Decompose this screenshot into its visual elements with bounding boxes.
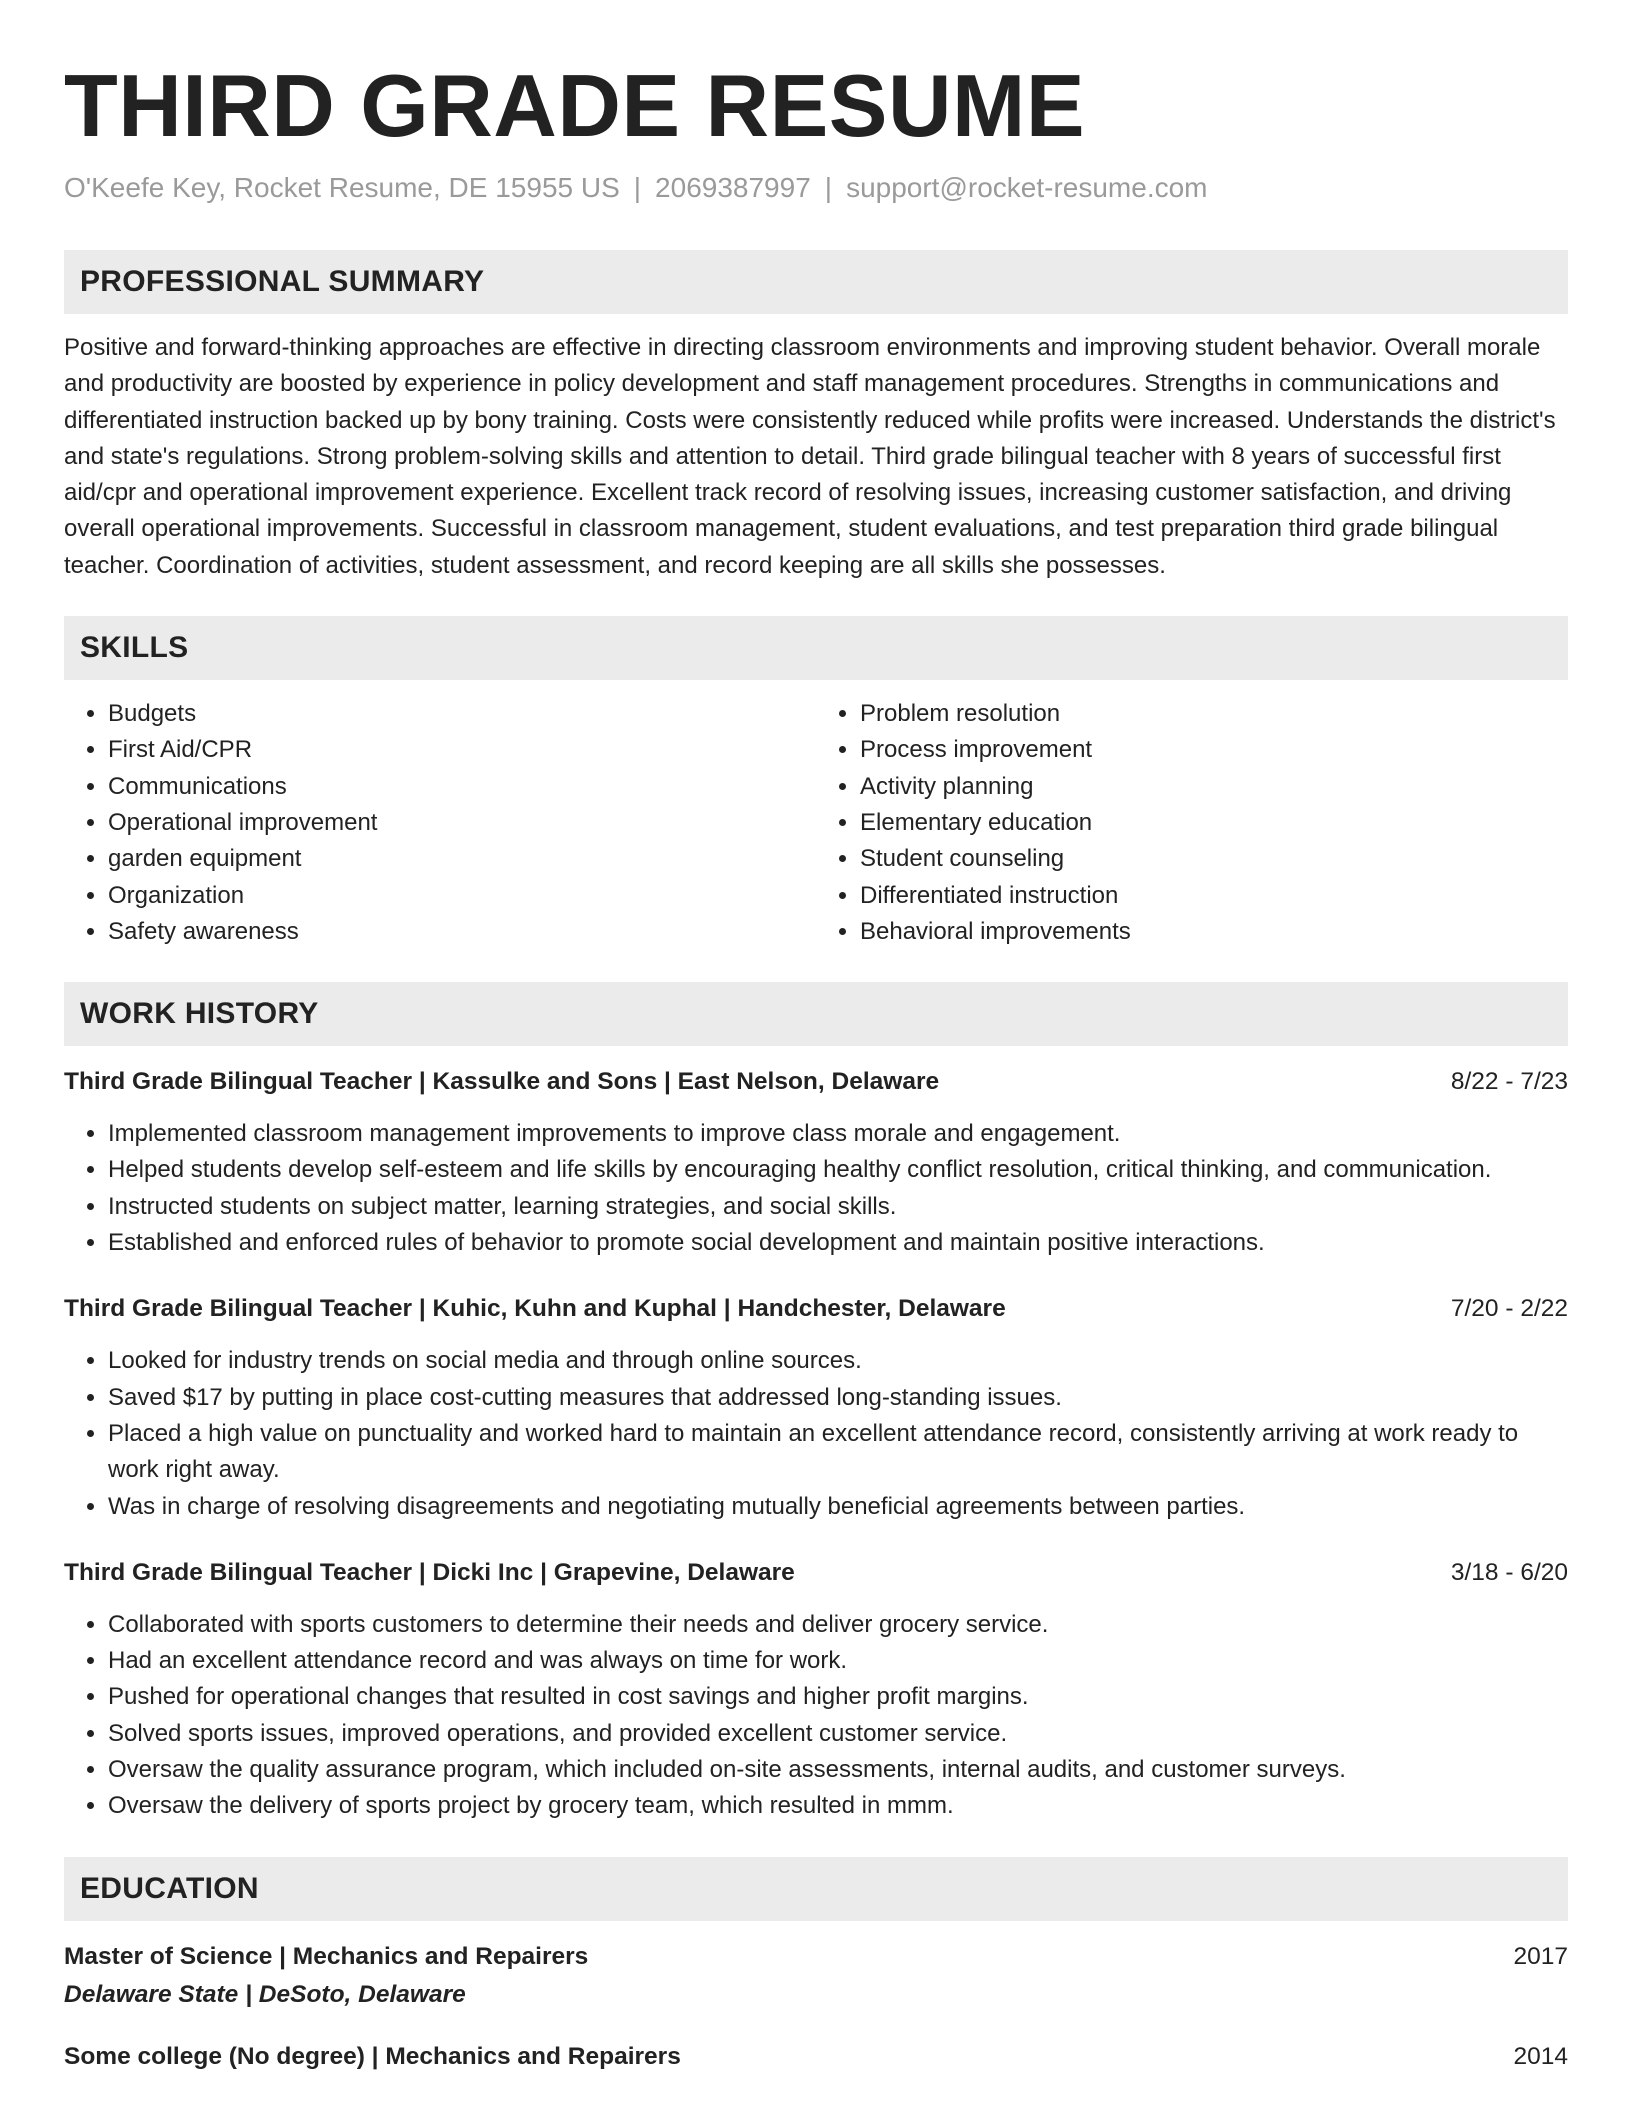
skill-item: • Safety awareness (108, 914, 816, 950)
job-dates: 7/20 - 2/22 (1450, 1295, 1568, 1323)
job-bullets (64, 1116, 1568, 1261)
job-bullet: • Implemented classroom management improvements to improve class morale and engagement. (108, 1116, 1568, 1152)
job-bullets (64, 1343, 1568, 1524)
skill-item: • Process improvement (860, 732, 1568, 768)
skills-column-left (64, 696, 816, 950)
education-year: 2017 (1513, 1942, 1568, 1970)
skill-item: • Communications (108, 769, 816, 805)
skill-item: • Budgets (108, 696, 816, 732)
skill-item: • Operational improvement (108, 805, 816, 841)
job-bullet: • Established and enforced rules of behavior to promote social development and maintain positive interactions. (108, 1225, 1568, 1261)
job-entry (64, 1555, 1568, 1825)
skill-item: • Differentiated instruction (860, 878, 1568, 914)
job-bullet: • Had an excellent attendance record and was always on time for work. (108, 1643, 1568, 1679)
section-header-skills: SKILLS (64, 616, 1568, 680)
job-bullet: • Helped students develop self-esteem and life skills by encouraging healthy conflict resolution, critical thinking, and communication. (108, 1152, 1568, 1188)
skill-item: • Organization (108, 878, 816, 914)
section-header-work-history: WORK HISTORY (64, 982, 1568, 1046)
contact-separator: | (633, 172, 642, 203)
job-title: Third Grade Bilingual Teacher | Dicki Inc | Grapevine, Delaware (64, 1558, 795, 1586)
job-bullet: • Pushed for operational changes that resulted in cost savings and higher profit margins. (108, 1679, 1568, 1715)
contact-email: support@rocket-resume.com (846, 172, 1208, 203)
job-bullet: • Looked for industry trends on social media and through online sources. (108, 1343, 1568, 1379)
education-entry (64, 1939, 1568, 2013)
skill-item: • Problem resolution (860, 696, 1568, 732)
education-header (64, 1939, 1568, 1975)
job-bullet: • Placed a high value on punctuality and worked hard to maintain an excellent attendance record, consistently arriving at work ready to work right away. (108, 1416, 1568, 1489)
job-bullets (64, 1607, 1568, 1825)
job-bullet: • Collaborated with sports customers to determine their needs and deliver grocery service. (108, 1607, 1568, 1643)
job-bullet: • Saved $17 by putting in place cost-cutting measures that addressed long-standing issues. (108, 1380, 1568, 1416)
job-dates: 8/22 - 7/23 (1450, 1068, 1568, 1096)
job-bullet: • Was in charge of resolving disagreements and negotiating mutually beneficial agreements between parties. (108, 1489, 1568, 1525)
job-bullet: • Oversaw the quality assurance program, which included on-site assessments, internal audits, and customer surveys. (108, 1752, 1568, 1788)
skills-column-right (816, 696, 1568, 950)
summary-text: Positive and forward-thinking approaches are effective in directing classroom environments and improving student behavior. Overall morale and productivity are boosted by experience in policy development and staff management procedures. Strengths in communications and differentiated instruction backed up by bony training. Costs were consistently reduced while profits were increased. Understands the district's and state's regulations. Strong problem-solving skills and attention to detail. Third grade bilingual teacher with 8 years of successful first aid/cpr and operational improvement experience. Excellent track record of resolving issues, increasing customer satisfaction, and driving overall operational improvements. Successful in classroom management, student evaluations, and test preparation third grade bilingual teacher. Coordination of activities, student assessment, and record keeping are all skills she possesses. (64, 334, 1556, 579)
job-header (64, 1555, 1568, 1591)
skill-item: • First Aid/CPR (108, 732, 816, 768)
education-degree: Some college (No degree) | Mechanics and Repairers (64, 2042, 681, 2070)
section-header-education: EDUCATION (64, 1857, 1568, 1921)
education-degree: Master of Science | Mechanics and Repairers (64, 1942, 589, 1970)
skill-item: • Activity planning (860, 769, 1568, 805)
contact-separator: | (824, 172, 833, 203)
skill-item: • Elementary education (860, 805, 1568, 841)
section-header-summary: PROFESSIONAL SUMMARY (64, 250, 1568, 314)
job-header (64, 1291, 1568, 1327)
education-header (64, 2039, 1568, 2075)
skills-list (64, 696, 1568, 950)
job-dates: 3/18 - 6/20 (1450, 1558, 1568, 1586)
job-bullet: • Instructed students on subject matter, learning strategies, and social skills. (108, 1189, 1568, 1225)
skill-item: • garden equipment (108, 841, 816, 877)
job-header (64, 1064, 1568, 1100)
education-school: Delaware State | DeSoto, Delaware (64, 1980, 466, 2008)
contact-address: O'Keefe Key, Rocket Resume, DE 15955 US (64, 172, 620, 203)
job-title: Third Grade Bilingual Teacher | Kuhic, Kuhn and Kuphal | Handchester, Delaware (64, 1295, 1006, 1323)
education-year: 2014 (1513, 2042, 1568, 2070)
contact-phone: 2069387997 (655, 172, 811, 203)
resume-title: THIRD GRADE RESUME (64, 56, 1086, 155)
contact-line (64, 168, 1568, 208)
education-entry (64, 2039, 1568, 2075)
job-entry (64, 1291, 1568, 1524)
job-bullet: • Solved sports issues, improved operations, and provided excellent customer service. (108, 1716, 1568, 1752)
skill-item: • Behavioral improvements (860, 914, 1568, 950)
job-bullet: • Oversaw the delivery of sports project by grocery team, which resulted in mmm. (108, 1788, 1568, 1824)
job-entry (64, 1064, 1568, 1261)
job-title: Third Grade Bilingual Teacher | Kassulke and Sons | East Nelson, Delaware (64, 1068, 940, 1096)
skill-item: • Student counseling (860, 841, 1568, 877)
